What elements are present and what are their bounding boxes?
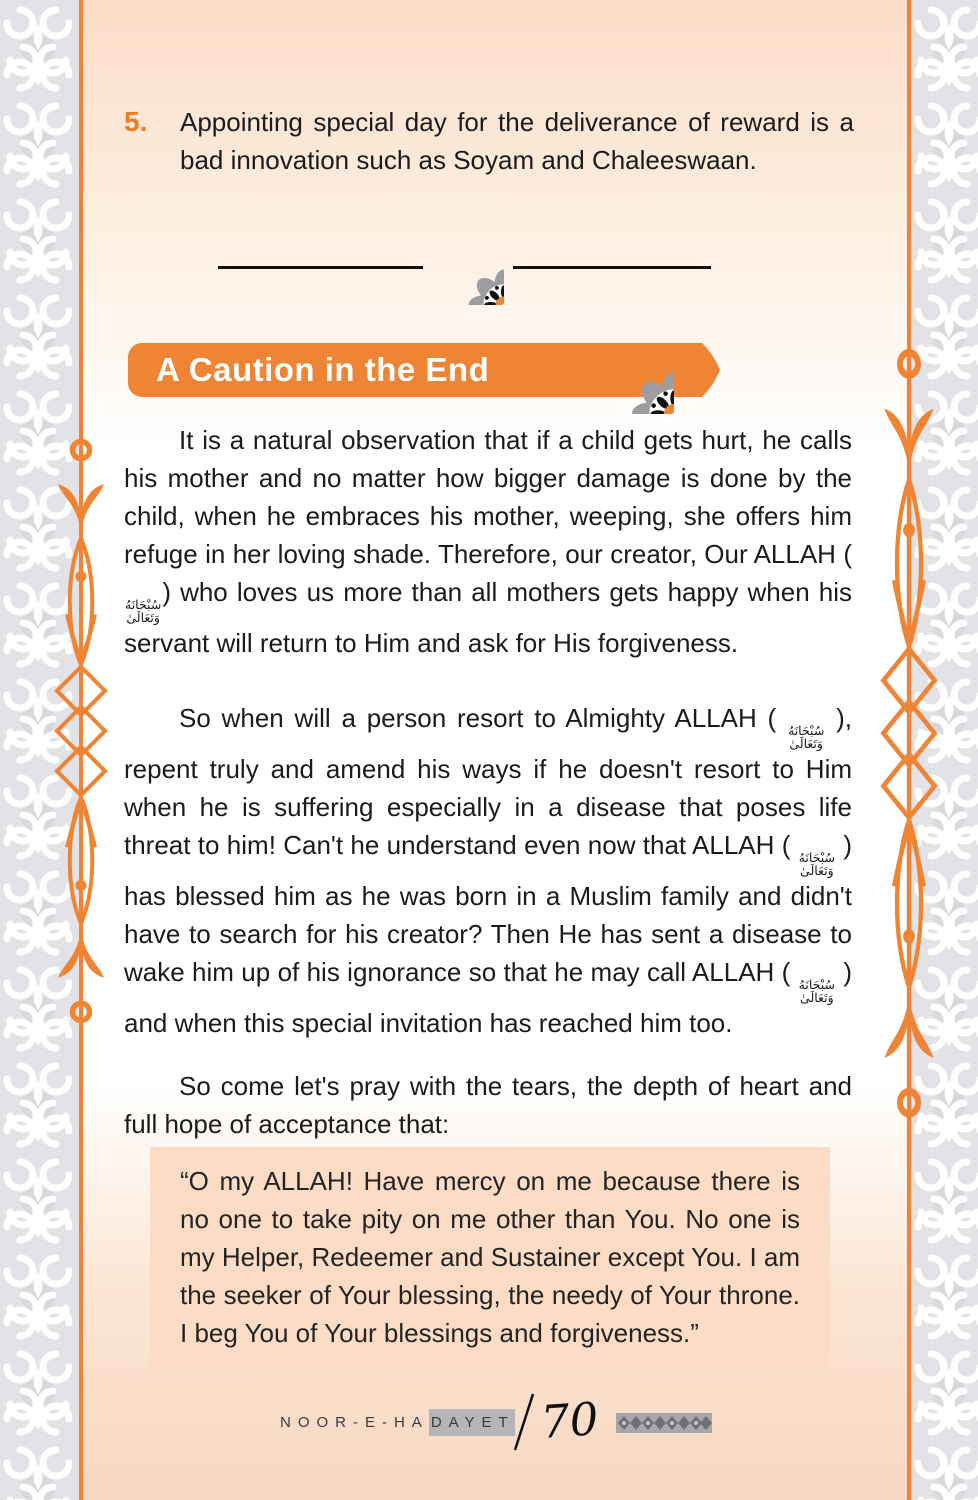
right-finial-ornament-icon — [877, 348, 941, 1166]
divider-line-left — [218, 266, 423, 269]
flower-medallion-icon — [430, 231, 504, 305]
prayer-quote-text: “O my ALLAH! Have mercy on me because there is no one to take pity on me other than You. No one is my Helper, Redeemer and Sustainer except You. I am the seeker of Your blessing, the needy of Your throne. I beg You of Your blessings and forgiveness.” — [180, 1166, 801, 1348]
prayer-quote-box — [150, 1147, 830, 1371]
banner-arrow-icon — [692, 343, 720, 397]
page-number: 70 — [538, 1391, 600, 1449]
body-paragraph-3: So come let's pray with the tears, the depth of heart and full hope of acceptance that: — [124, 1071, 852, 1139]
allah-honorific-arabic: سُبْحَانَهُ وَتَعَالَىٰ — [798, 977, 835, 1005]
footer-slash-icon — [511, 1392, 537, 1452]
book-title-left: NOOR-E-HA — [279, 1413, 429, 1431]
body-paragraph-1: It is a natural observation that if a child gets hurt, he calls his mother and no matter how bigger damage is done by the child, when he embraces his mother, weeping, she offers him refuge in her loving shade. Therefore, our creator, Our ALLAH ( سُبْحَانَهُ وَتَعَالَىٰ ) who loves us more than all mothers gets happy when his servant will return to Him and ask for His forgiveness. — [124, 425, 852, 658]
section-title: A Caution in the End — [156, 351, 490, 388]
divider-line-right — [513, 266, 711, 269]
list-item-text: Appointing special day for the deliverance of reward is a bad innovation such as Soyam and Chaleeswaan. — [180, 107, 854, 175]
list-item-number: 5. — [124, 106, 148, 137]
flower-medallion-icon — [586, 326, 674, 414]
book-title — [280, 1414, 515, 1431]
list-item-5 — [124, 103, 854, 179]
page-footer — [84, 1390, 908, 1454]
footer-ornament-bar-icon — [616, 1413, 712, 1433]
allah-honorific-arabic: سُبْحَانَهُ وَتَعَالَىٰ — [788, 723, 825, 751]
allah-honorific-arabic: سُبْحَانَهُ وَتَعَالَىٰ — [798, 850, 836, 878]
left-finial-ornament-icon — [51, 438, 111, 1060]
body-paragraph-2: So when will a person resort to Almighty ALLAH ( سُبْحَانَهُ وَتَعَالَىٰ ), repent truly and amend his ways if he doesn't resort to Him when he is suffering especially in a disease that poses life threat to him! Can't he understand even now that ALLAH ( سُبْحَانَهُ وَتَعَالَىٰ ) has blessed him as he was born in a Muslim family and didn't have to search for his creator? Then He has sent a disease to wake him up of his ignorance so that he may call ALLAH ( سُبْحَانَهُ وَتَعَالَىٰ ) and when this special invitation has reached him too. — [124, 703, 852, 1038]
book-title-highlighted: DAYET — [429, 1409, 515, 1436]
allah-honorific-arabic: سُبْحَانَهُ وَتَعَالَىٰ — [125, 597, 162, 625]
